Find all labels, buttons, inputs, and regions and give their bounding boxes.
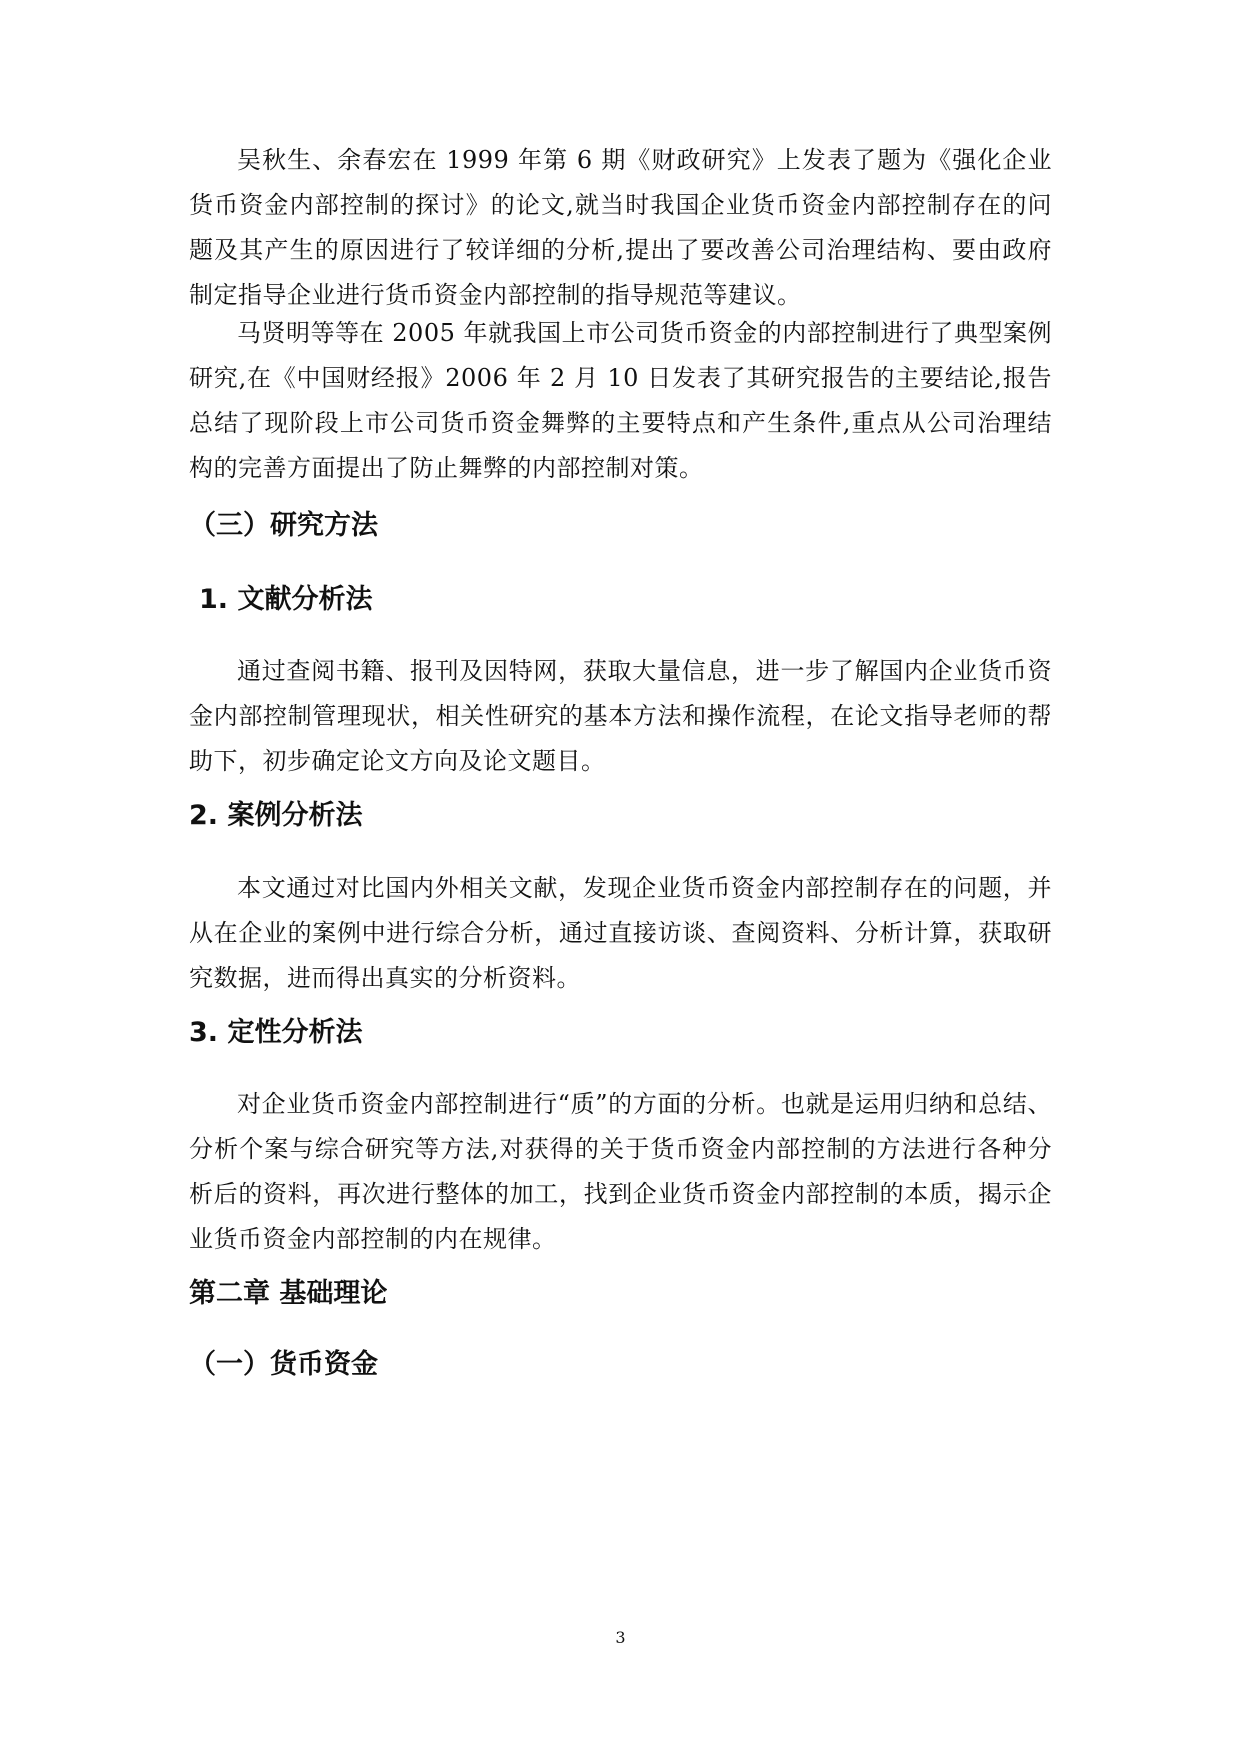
section-heading-monetary-funds: （一）货币资金 — [189, 1349, 378, 1380]
paragraph-literature-ma: 马贤明等等在 2005 年就我国上市公司货币资金的内部控制进行了典型案例研究,在《中国财经报》2006 年 2 月 10 日发表了其研究报告的主要结论,报告总结了现阶段上市公司货币资金舞弊的主要特点和产生条件,重点从公司治理结构的完善方面提出了防止舞弊的内部控制对策。 — [189, 319, 1052, 482]
paragraph-literature-wu: 吴秋生、余春宏在 1999 年第 6 期《财政研究》上发表了题为《强化企业货币资金内部控制的探讨》的论文,就当时我国企业货币资金内部控制存在的问题及其产生的原因进行了较详细的分析,提出了要改善公司治理结构、要由政府制定指导企业进行货币资金内部控制的指导规范等建议。 — [189, 146, 1052, 309]
paragraph-qualitative-analysis: 对企业货币资金内部控制进行“质”的方面的分析。也就是运用归纳和总结、分析个案与综合研究等方法,对获得的关于货币资金内部控制的方法进行各种分析后的资料，再次进行整体的加工，找到企业货币资金内部控制的本质，揭示企业货币资金内部控制的内在规律。 — [189, 1090, 1052, 1253]
subheading-literature-analysis: 1. 文献分析法 — [199, 584, 373, 615]
paragraph-case-analysis: 本文通过对比国内外相关文献，发现企业货币资金内部控制存在的问题，并从在企业的案例中进行综合分析，通过直接访谈、查阅资料、分析计算，获取研究数据，进而得出真实的分析资料。 — [189, 874, 1052, 992]
subheading-qualitative-analysis: 3. 定性分析法 — [189, 1017, 363, 1048]
section-heading-research-methods: （三）研究方法 — [189, 510, 378, 541]
chapter-heading-basic-theory: 第二章 基础理论 — [189, 1278, 388, 1309]
page-number: 3 — [615, 1628, 626, 1647]
paragraph-literature-analysis: 通过查阅书籍、报刊及因特网，获取大量信息，进一步了解国内企业货币资金内部控制管理现状，相关性研究的基本方法和操作流程，在论文指导老师的帮助下，初步确定论文方向及论文题目。 — [189, 657, 1052, 775]
subheading-case-analysis: 2. 案例分析法 — [189, 800, 363, 831]
